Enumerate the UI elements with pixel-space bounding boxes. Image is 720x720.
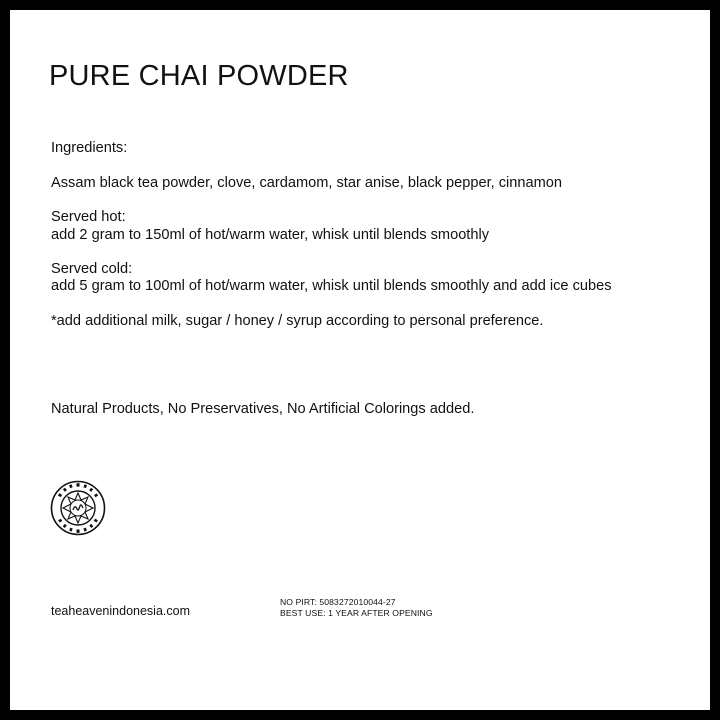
best-use-info: BEST USE: 1 YEAR AFTER OPENING	[280, 607, 433, 618]
product-meta	[280, 597, 433, 618]
pirt-number: NO PIRT: 5083272010044-27	[280, 597, 396, 607]
product-claims: Natural Products, No Preservatives, No Artificial Colorings added.	[51, 401, 475, 417]
served-cold-heading: Served cold:	[51, 261, 133, 277]
serving-note: *add additional milk, sugar / honey / syrup according to personal preference.	[51, 313, 544, 329]
served-hot-heading: Served hot:	[51, 209, 126, 225]
website-url: teaheavenindonesia.com	[51, 604, 190, 618]
ingredients-list: Assam black tea powder, clove, cardamom, star anise, black pepper, cinnamon	[51, 175, 563, 191]
product-title: PURE CHAI POWDER	[49, 60, 349, 92]
ingredients-heading: Ingredients:	[51, 140, 128, 156]
served-cold-instruction: add 5 gram to 100ml of hot/warm water, whisk until blends smoothly and add ice cubes	[51, 278, 612, 294]
product-label-card	[10, 10, 710, 710]
halal-seal-icon	[50, 480, 106, 536]
served-hot-instruction: add 2 gram to 150ml of hot/warm water, whisk until blends smoothly	[51, 227, 490, 243]
